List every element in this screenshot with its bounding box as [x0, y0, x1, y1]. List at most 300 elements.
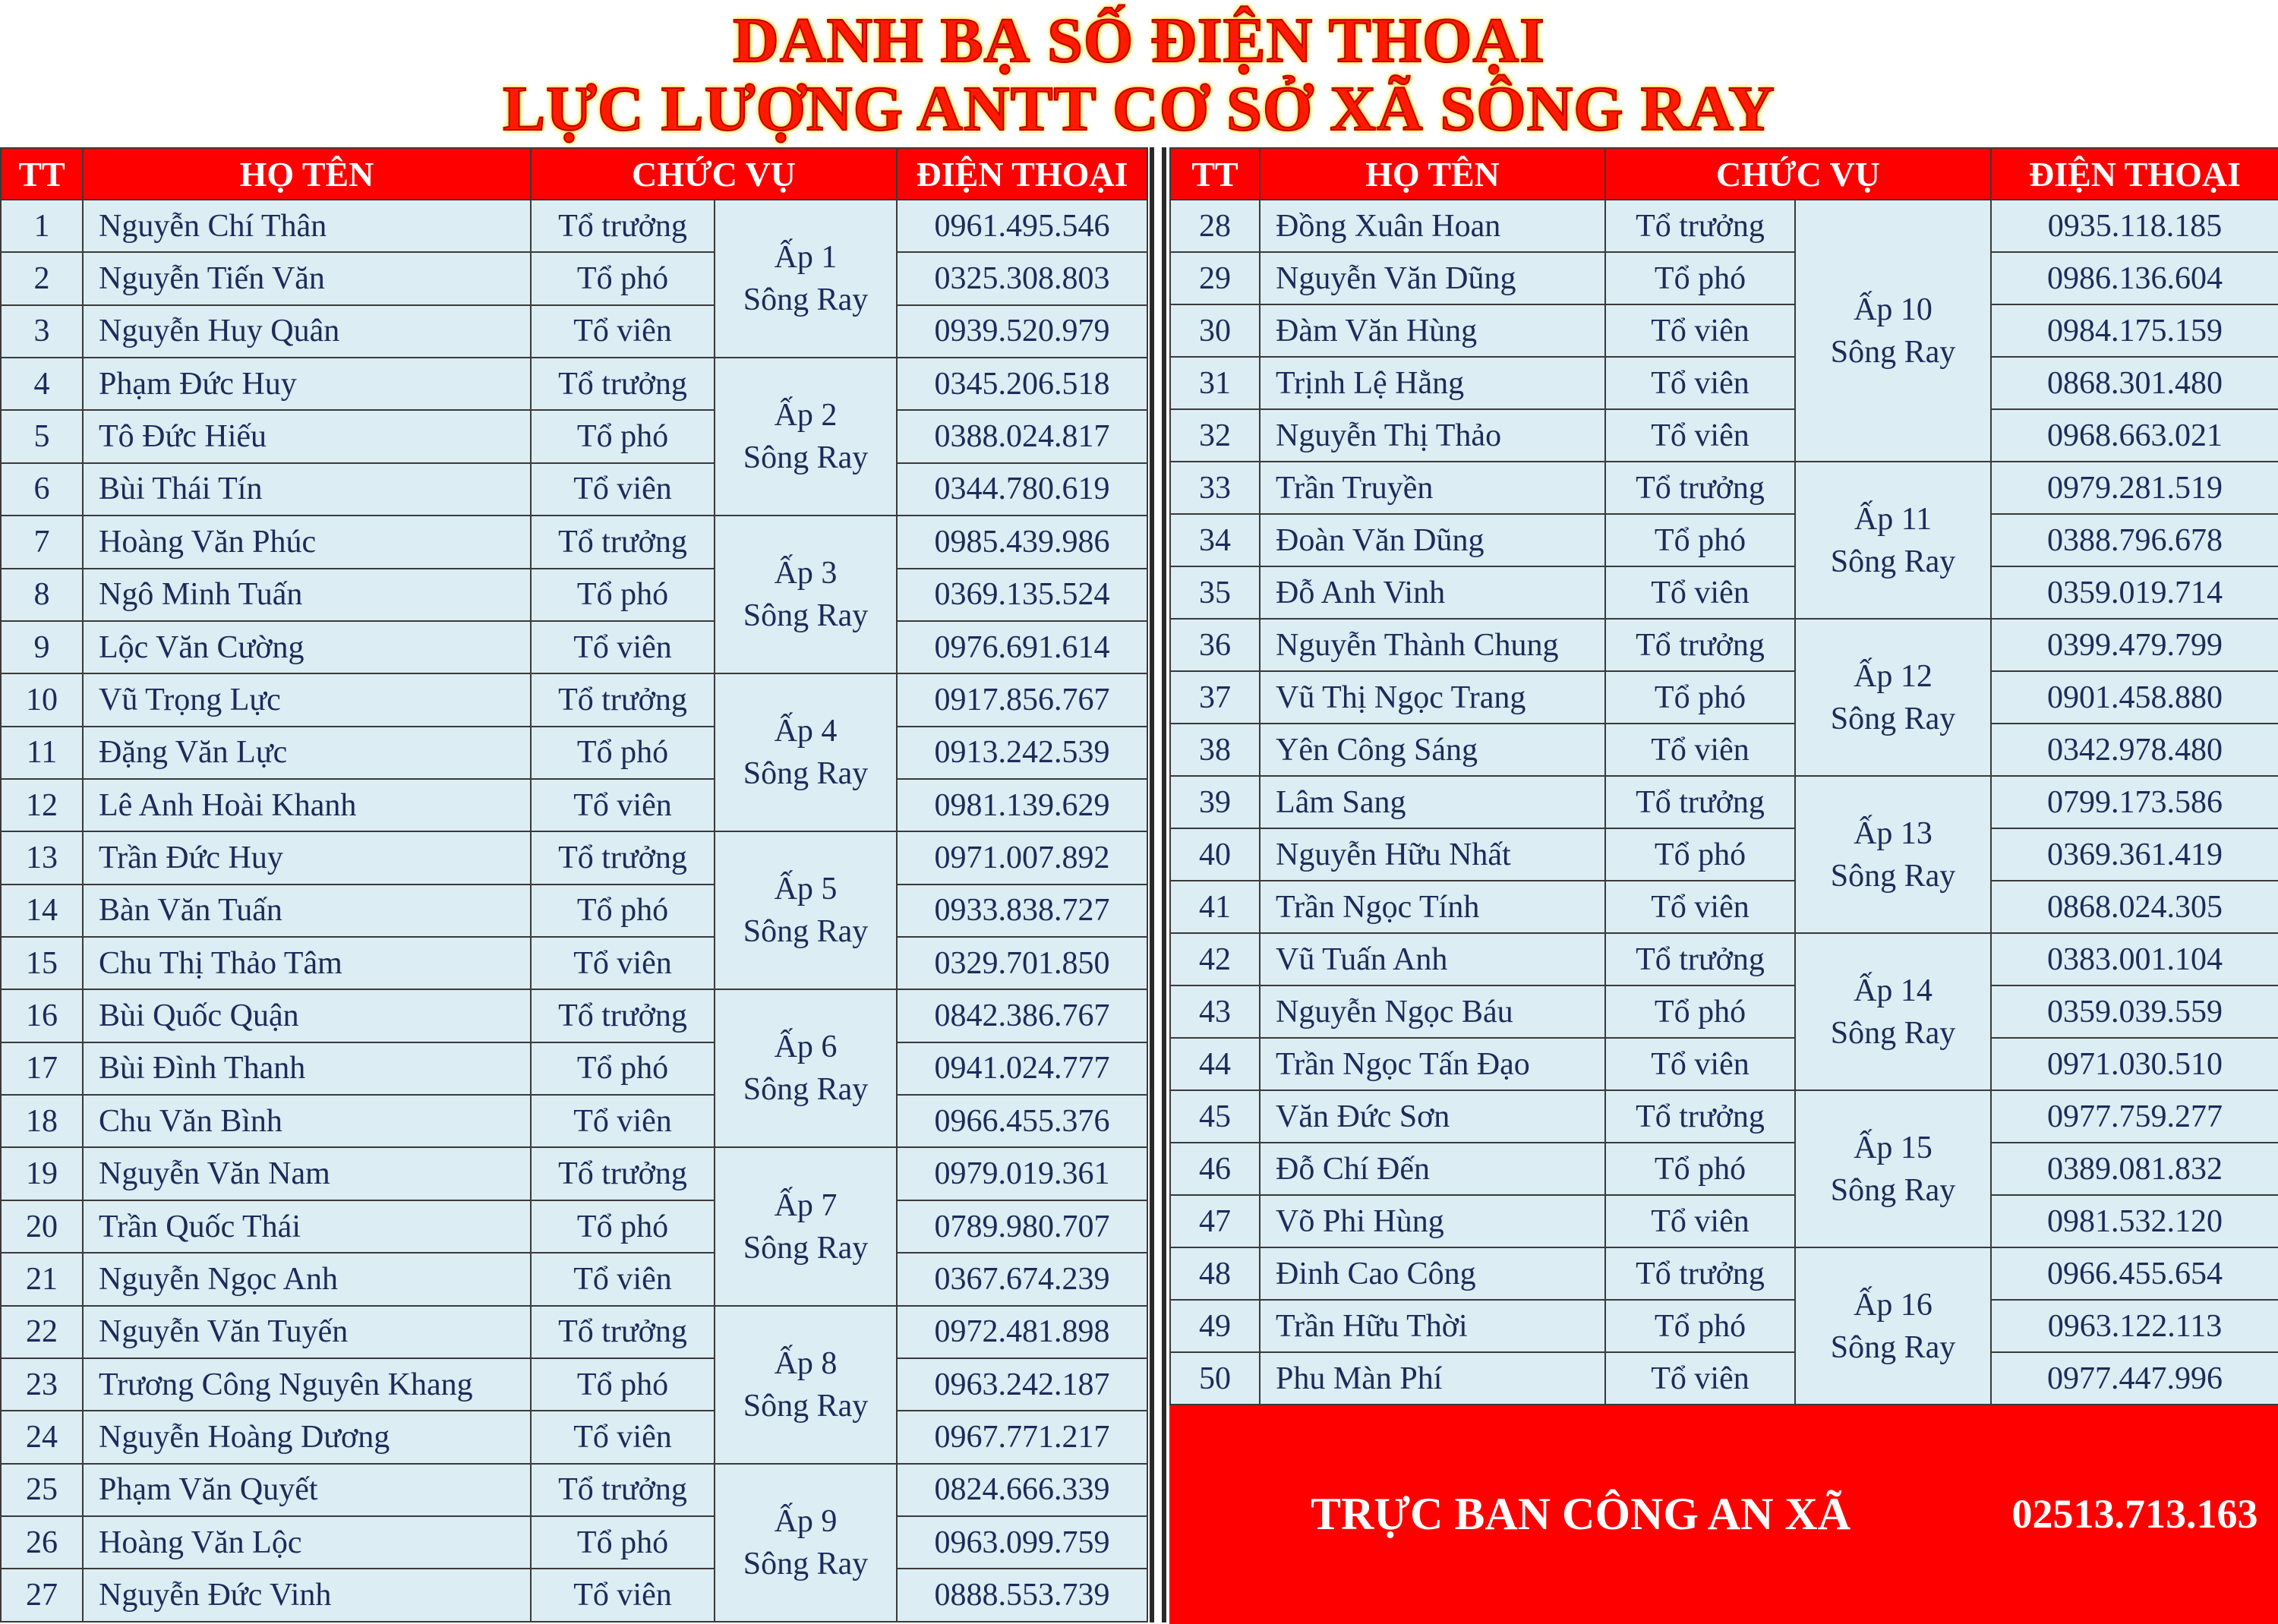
row-number: 3 [1, 305, 83, 358]
member-name: Bùi Thái Tín [83, 463, 531, 516]
member-role: Tổ trưởng [531, 673, 715, 726]
row-number: 15 [1, 937, 83, 989]
duty-officer-label: TRỰC BAN CÔNG AN XÃ [1170, 1479, 1991, 1549]
row-number: 42 [1170, 933, 1260, 985]
phone-number[interactable]: 0977.447.996 [1991, 1352, 2278, 1405]
member-name: Nguyễn Thị Thảo [1260, 409, 1605, 462]
phone-number[interactable]: 0399.479.799 [1991, 619, 2278, 671]
phone-number[interactable]: 0981.532.120 [1991, 1195, 2278, 1247]
member-role: Tổ phó [531, 1042, 715, 1095]
phone-number[interactable]: 0976.691.614 [897, 621, 1147, 673]
hamlet-name: Ấp 13 [1854, 815, 1933, 851]
member-role: Tổ phó [531, 569, 715, 621]
member-name: Phạm Văn Quyết [83, 1464, 531, 1516]
hamlet-cell [715, 831, 897, 989]
phone-number[interactable]: 0986.136.604 [1991, 252, 2278, 304]
phone-number[interactable]: 0901.458.880 [1991, 671, 2278, 724]
phone-number[interactable]: 0383.001.104 [1991, 933, 2278, 985]
table-row [1170, 1195, 2278, 1247]
hamlet-commune: Sông Ray [743, 598, 869, 634]
phone-number[interactable]: 0941.024.777 [897, 1042, 1147, 1095]
phone-number[interactable]: 0935.118.185 [1991, 200, 2278, 252]
hamlet-commune: Sông Ray [743, 914, 869, 950]
header-role: CHỨC VỤ [531, 148, 897, 200]
row-number: 2 [1, 252, 83, 304]
hamlet-cell [715, 516, 897, 673]
member-name: Hoàng Văn Lộc [83, 1516, 531, 1569]
phone-number[interactable]: 0939.520.979 [897, 305, 1147, 358]
member-role: Tổ trưởng [531, 1147, 715, 1200]
member-name: Trần Đức Huy [83, 831, 531, 884]
table-row [1, 937, 1147, 989]
table-row [1170, 985, 2278, 1038]
row-number: 46 [1170, 1143, 1260, 1195]
table-row [1, 1253, 1147, 1305]
duty-spacer-row [1170, 1405, 2278, 1479]
member-role: Tổ phó [531, 885, 715, 937]
member-role: Tổ trưởng [531, 358, 715, 410]
member-role: Tổ viên [1605, 566, 1795, 619]
row-number: 9 [1, 621, 83, 673]
hamlet-cell [1795, 933, 1991, 1090]
row-number: 6 [1, 463, 83, 516]
phone-number[interactable]: 0966.455.376 [897, 1095, 1147, 1147]
phone-number[interactable]: 0799.173.586 [1991, 776, 2278, 828]
row-number: 45 [1170, 1090, 1260, 1143]
hamlet-commune: Sông Ray [1830, 858, 1956, 894]
member-name: Lâm Sang [1260, 776, 1605, 828]
member-name: Nguyễn Chí Thân [83, 200, 531, 252]
row-number: 28 [1170, 200, 1260, 252]
table-row [1, 569, 1147, 621]
table-row [1, 305, 1147, 358]
member-name: Vũ Thị Ngọc Trang [1260, 671, 1605, 724]
phone-number[interactable]: 0979.019.361 [897, 1147, 1147, 1200]
member-role: Tổ viên [531, 1569, 715, 1622]
member-role: Tổ viên [531, 1411, 715, 1463]
table-row [1, 989, 1147, 1042]
table-row [1170, 1038, 2278, 1090]
member-name: Nguyễn Hữu Nhất [1260, 828, 1605, 881]
phone-number[interactable]: 0888.553.739 [897, 1569, 1147, 1622]
member-role: Tổ phó [1605, 252, 1795, 304]
row-number: 48 [1170, 1247, 1260, 1300]
phone-number[interactable]: 0981.139.629 [897, 779, 1147, 831]
member-name: Trần Ngọc Tấn Đạo [1260, 1038, 1605, 1090]
row-number: 30 [1170, 304, 1260, 357]
row-number: 33 [1170, 462, 1260, 514]
row-number: 4 [1, 358, 83, 410]
hamlet-name: Ấp 6 [774, 1030, 838, 1065]
member-role: Tổ viên [531, 937, 715, 989]
member-role: Tổ phó [531, 727, 715, 779]
member-name: Yên Công Sáng [1260, 724, 1605, 776]
hamlet-commune: Sông Ray [1830, 1329, 1956, 1365]
row-number: 35 [1170, 566, 1260, 619]
member-name: Chu Thị Thảo Tâm [83, 937, 531, 989]
left-directory-table [0, 147, 1148, 1622]
table-divider [1148, 147, 1168, 1622]
phone-number[interactable]: 0979.281.519 [1991, 462, 2278, 514]
member-name: Phạm Đức Huy [83, 358, 531, 410]
phone-number[interactable]: 0917.856.767 [897, 673, 1147, 726]
table-row [1, 1516, 1147, 1569]
phone-number[interactable]: 0968.663.021 [1991, 409, 2278, 462]
table-row [1, 410, 1147, 462]
member-name: Võ Phi Hùng [1260, 1195, 1605, 1247]
phone-number[interactable]: 0972.481.898 [897, 1306, 1147, 1358]
phone-number[interactable]: 0369.361.419 [1991, 828, 2278, 881]
member-role: Tổ trưởng [531, 200, 715, 252]
phone-number[interactable]: 0933.838.727 [897, 885, 1147, 937]
hamlet-name: Ấp 11 [1854, 501, 1933, 537]
hamlet-name: Ấp 15 [1854, 1130, 1933, 1165]
header-tt: TT [1170, 148, 1260, 200]
table-row [1170, 304, 2278, 357]
member-role: Tổ trưởng [531, 1306, 715, 1358]
row-number: 19 [1, 1147, 83, 1200]
phone-number[interactable]: 0984.175.159 [1991, 304, 2278, 357]
member-name: Trần Quốc Thái [83, 1200, 531, 1253]
table-row [1170, 671, 2278, 724]
member-role: Tổ trưởng [1605, 933, 1795, 985]
member-role: Tổ phó [531, 410, 715, 462]
phone-number[interactable]: 0966.455.654 [1991, 1247, 2278, 1300]
member-name: Trương Công Nguyên Khang [83, 1358, 531, 1411]
row-number: 11 [1, 727, 83, 779]
member-role: Tổ viên [1605, 1038, 1795, 1090]
phone-number[interactable]: 0342.978.480 [1991, 724, 2278, 776]
page-subtitle: LỰC LƯỢNG ANTT CƠ SỞ XÃ SÔNG RAY [503, 74, 1775, 144]
table-row [1, 885, 1147, 937]
member-name: Nguyễn Văn Tuyến [83, 1306, 531, 1358]
member-name: Chu Văn Bình [83, 1095, 531, 1147]
table-row [1, 463, 1147, 516]
member-role: Tổ phó [1605, 985, 1795, 1038]
table-row [1170, 933, 2278, 985]
hamlet-cell [1795, 200, 1991, 462]
phone-number[interactable]: 0963.122.113 [1991, 1300, 2278, 1352]
table-row [1, 1569, 1147, 1622]
hamlet-cell [715, 1306, 897, 1464]
table-row [1170, 1143, 2278, 1195]
member-role: Tổ phó [531, 1516, 715, 1569]
phone-number[interactable]: 0367.674.239 [897, 1253, 1147, 1305]
table-row [1170, 724, 2278, 776]
header-name: HỌ TÊN [1260, 148, 1605, 200]
member-name: Tô Đức Hiếu [83, 410, 531, 462]
hamlet-cell [715, 1464, 897, 1622]
phone-number[interactable]: 0961.495.546 [897, 200, 1147, 252]
table-row [1, 673, 1147, 726]
table-row [1170, 1090, 2278, 1143]
member-role: Tổ trưởng [531, 1464, 715, 1516]
table-row [1, 779, 1147, 831]
row-number: 47 [1170, 1195, 1260, 1247]
table-row [1170, 357, 2278, 409]
duty-spacer [1170, 1405, 2278, 1479]
hamlet-commune: Sông Ray [743, 1072, 869, 1108]
member-name: Nguyễn Ngọc Anh [83, 1253, 531, 1305]
row-number: 17 [1, 1042, 83, 1095]
hamlet-commune: Sông Ray [1830, 334, 1956, 370]
table-row [1170, 252, 2278, 304]
hamlet-commune: Sông Ray [743, 756, 869, 792]
row-number: 41 [1170, 881, 1260, 933]
member-role: Tổ phó [531, 252, 715, 304]
member-role: Tổ viên [531, 1095, 715, 1147]
table-row [1, 1095, 1147, 1147]
row-number: 38 [1170, 724, 1260, 776]
hamlet-name: Ấp 10 [1854, 292, 1933, 327]
row-number: 40 [1170, 828, 1260, 881]
header-tt: TT [1, 148, 83, 200]
row-number: 12 [1, 779, 83, 831]
table-header-row [1, 148, 1147, 200]
member-name: Bùi Quốc Quận [83, 989, 531, 1042]
phone-number[interactable]: 0971.030.510 [1991, 1038, 2278, 1090]
table-row [1170, 1300, 2278, 1352]
phone-number[interactable]: 0977.759.277 [1991, 1090, 2278, 1143]
row-number: 39 [1170, 776, 1260, 828]
member-role: Tổ trưởng [1605, 1247, 1795, 1300]
member-role: Tổ trưởng [531, 516, 715, 568]
row-number: 20 [1, 1200, 83, 1253]
member-name: Đỗ Anh Vinh [1260, 566, 1605, 619]
member-name: Trần Truyền [1260, 462, 1605, 514]
member-role: Tổ viên [1605, 1195, 1795, 1247]
phone-number[interactable]: 0868.024.305 [1991, 881, 2278, 933]
phone-number[interactable]: 0329.701.850 [897, 937, 1147, 989]
hamlet-name: Ấp 2 [774, 398, 838, 434]
hamlet-name: Ấp 8 [774, 1345, 838, 1381]
phone-number[interactable]: 0824.666.339 [897, 1464, 1147, 1516]
member-name: Vũ Trọng Lực [83, 673, 531, 726]
row-number: 34 [1170, 514, 1260, 566]
member-role: Tổ phó [1605, 1143, 1795, 1195]
hamlet-name: Ấp 7 [774, 1187, 838, 1223]
member-name: Nguyễn Thành Chung [1260, 619, 1605, 671]
row-number: 16 [1, 989, 83, 1042]
phone-number[interactable]: 0325.308.803 [897, 252, 1147, 304]
table-row [1170, 566, 2278, 619]
member-name: Nguyễn Văn Nam [83, 1147, 531, 1200]
member-role: Tổ trưởng [1605, 462, 1795, 514]
table-row [1170, 1352, 2278, 1405]
row-number: 7 [1, 516, 83, 568]
table-row [1, 1147, 1147, 1200]
hamlet-cell [1795, 776, 1991, 933]
member-name: Đồng Xuân Hoan [1260, 200, 1605, 252]
member-role: Tổ trưởng [531, 989, 715, 1042]
duty-officer-phone[interactable]: 02513.713.163 [1991, 1479, 2278, 1549]
phone-number[interactable]: 0359.039.559 [1991, 985, 2278, 1038]
phone-number[interactable]: 0344.780.619 [897, 463, 1147, 516]
member-role: Tổ viên [1605, 724, 1795, 776]
phone-number[interactable]: 0985.439.986 [897, 516, 1147, 568]
hamlet-commune: Sông Ray [1830, 1172, 1956, 1208]
header-role: CHỨC VỤ [1605, 148, 1991, 200]
member-role: Tổ viên [531, 779, 715, 831]
phone-number[interactable]: 0359.019.714 [1991, 566, 2278, 619]
member-name: Phu Màn Phí [1260, 1352, 1605, 1405]
table-row [1, 252, 1147, 304]
member-name: Đoàn Văn Dũng [1260, 514, 1605, 566]
row-number: 32 [1170, 409, 1260, 462]
row-number: 29 [1170, 252, 1260, 304]
member-role: Tổ phó [531, 1200, 715, 1253]
member-name: Trần Hữu Thời [1260, 1300, 1605, 1352]
phone-number[interactable]: 0388.796.678 [1991, 514, 2278, 566]
row-number: 25 [1, 1464, 83, 1516]
table-row [1170, 514, 2278, 566]
member-name: Nguyễn Đức Vinh [83, 1569, 531, 1622]
member-role: Tổ phó [1605, 828, 1795, 881]
hamlet-commune: Sông Ray [1830, 1015, 1956, 1051]
member-role: Tổ trưởng [1605, 200, 1795, 252]
row-number: 36 [1170, 619, 1260, 671]
member-role: Tổ viên [1605, 1352, 1795, 1405]
row-number: 18 [1, 1095, 83, 1147]
member-name: Đàm Văn Hùng [1260, 304, 1605, 357]
member-name: Đinh Cao Công [1260, 1247, 1605, 1300]
hamlet-cell [715, 673, 897, 831]
hamlet-cell [1795, 619, 1991, 776]
member-role: Tổ viên [1605, 304, 1795, 357]
page-title: DANH BẠ SỐ ĐIỆN THOẠI [733, 5, 1545, 76]
table-row [1, 621, 1147, 673]
member-role: Tổ viên [531, 1253, 715, 1305]
hamlet-name: Ấp 3 [774, 556, 838, 591]
hamlet-commune: Sông Ray [743, 282, 869, 318]
member-name: Nguyễn Tiến Văn [83, 252, 531, 304]
hamlet-cell [1795, 462, 1991, 619]
member-name: Lê Anh Hoài Khanh [83, 779, 531, 831]
phone-number[interactable]: 0971.007.892 [897, 831, 1147, 884]
table-row [1, 1464, 1147, 1516]
member-name: Văn Đức Sơn [1260, 1090, 1605, 1143]
table-row [1170, 1247, 2278, 1300]
row-number: 22 [1, 1306, 83, 1358]
hamlet-cell [715, 358, 897, 516]
table-row [1, 727, 1147, 779]
row-number: 13 [1, 831, 83, 884]
member-name: Bùi Đình Thanh [83, 1042, 531, 1095]
phone-number[interactable]: 0913.242.539 [897, 727, 1147, 779]
member-name: Trịnh Lệ Hằng [1260, 357, 1605, 409]
member-role: Tổ trưởng [531, 831, 715, 884]
member-role: Tổ trưởng [1605, 619, 1795, 671]
hamlet-name: Ấp 9 [774, 1503, 838, 1539]
phone-number[interactable]: 0789.980.707 [897, 1200, 1147, 1253]
hamlet-commune: Sông Ray [743, 1546, 869, 1581]
phone-number[interactable]: 0389.081.832 [1991, 1143, 2278, 1195]
table-row [1, 1411, 1147, 1463]
member-role: Tổ phó [1605, 671, 1795, 724]
member-name: Nguyễn Huy Quân [83, 305, 531, 358]
table-row [1170, 828, 2278, 881]
table-row [1, 516, 1147, 568]
member-role: Tổ viên [1605, 357, 1795, 409]
row-number: 1 [1, 200, 83, 252]
member-name: Vũ Tuấn Anh [1260, 933, 1605, 985]
header-phone: ĐIỆN THOẠI [1991, 148, 2278, 200]
hamlet-cell [715, 989, 897, 1147]
right-directory-table [1169, 147, 2278, 1624]
row-number: 8 [1, 569, 83, 621]
member-role: Tổ viên [1605, 409, 1795, 462]
phone-number[interactable]: 0868.301.480 [1991, 357, 2278, 409]
phone-number[interactable]: 0345.206.518 [897, 358, 1147, 410]
hamlet-cell [715, 200, 897, 358]
phone-number[interactable]: 0369.135.524 [897, 569, 1147, 621]
table-row [1170, 462, 2278, 514]
hamlet-cell [1795, 1247, 1991, 1405]
member-name: Đặng Văn Lực [83, 727, 531, 779]
member-role: Tổ viên [531, 305, 715, 358]
hamlet-commune: Sông Ray [743, 1388, 869, 1424]
table-row [1, 1200, 1147, 1253]
row-number: 24 [1, 1411, 83, 1463]
member-name: Nguyễn Ngọc Báu [1260, 985, 1605, 1038]
table-row [1, 1042, 1147, 1095]
hamlet-name: Ấp 5 [774, 872, 838, 907]
phone-number[interactable]: 0963.242.187 [897, 1358, 1147, 1411]
member-name: Nguyễn Hoàng Dương [83, 1411, 531, 1463]
row-number: 26 [1, 1516, 83, 1569]
table-row [1, 200, 1147, 252]
header-name: HỌ TÊN [83, 148, 531, 200]
hamlet-commune: Sông Ray [743, 440, 869, 476]
hamlet-name: Ấp 14 [1854, 973, 1933, 1008]
hamlet-name: Ấp 16 [1854, 1287, 1933, 1323]
member-role: Tổ phó [1605, 1300, 1795, 1352]
table-row [1170, 776, 2278, 828]
table-row [1170, 200, 2278, 252]
table-row [1170, 881, 2278, 933]
member-role: Tổ phó [1605, 514, 1795, 566]
hamlet-commune: Sông Ray [1830, 701, 1956, 736]
row-number: 27 [1, 1569, 83, 1622]
member-role: Tổ viên [1605, 881, 1795, 933]
row-number: 23 [1, 1358, 83, 1411]
row-number: 10 [1, 673, 83, 726]
table-row [1, 831, 1147, 884]
duty-row [1170, 1479, 2278, 1549]
member-name: Đỗ Chí Đến [1260, 1143, 1605, 1195]
header-phone: ĐIỆN THOẠI [897, 148, 1147, 200]
phone-number[interactable]: 0842.386.767 [897, 989, 1147, 1042]
row-number: 43 [1170, 985, 1260, 1038]
member-role: Tổ viên [531, 621, 715, 673]
phone-number[interactable]: 0963.099.759 [897, 1516, 1147, 1569]
phone-number[interactable]: 0388.024.817 [897, 410, 1147, 462]
table-row [1170, 409, 2278, 462]
hamlet-name: Ấp 1 [774, 240, 838, 276]
member-role: Tổ viên [531, 463, 715, 516]
member-name: Hoàng Văn Phúc [83, 516, 531, 568]
hamlet-cell [1795, 1090, 1991, 1247]
row-number: 49 [1170, 1300, 1260, 1352]
phone-number[interactable]: 0967.771.217 [897, 1411, 1147, 1463]
member-role: Tổ phó [531, 1358, 715, 1411]
member-name: Lộc Văn Cường [83, 621, 531, 673]
table-header-row [1170, 148, 2278, 200]
row-number: 37 [1170, 671, 1260, 724]
member-name: Trần Ngọc Tính [1260, 881, 1605, 933]
hamlet-commune: Sông Ray [1830, 544, 1956, 579]
row-number: 14 [1, 885, 83, 937]
